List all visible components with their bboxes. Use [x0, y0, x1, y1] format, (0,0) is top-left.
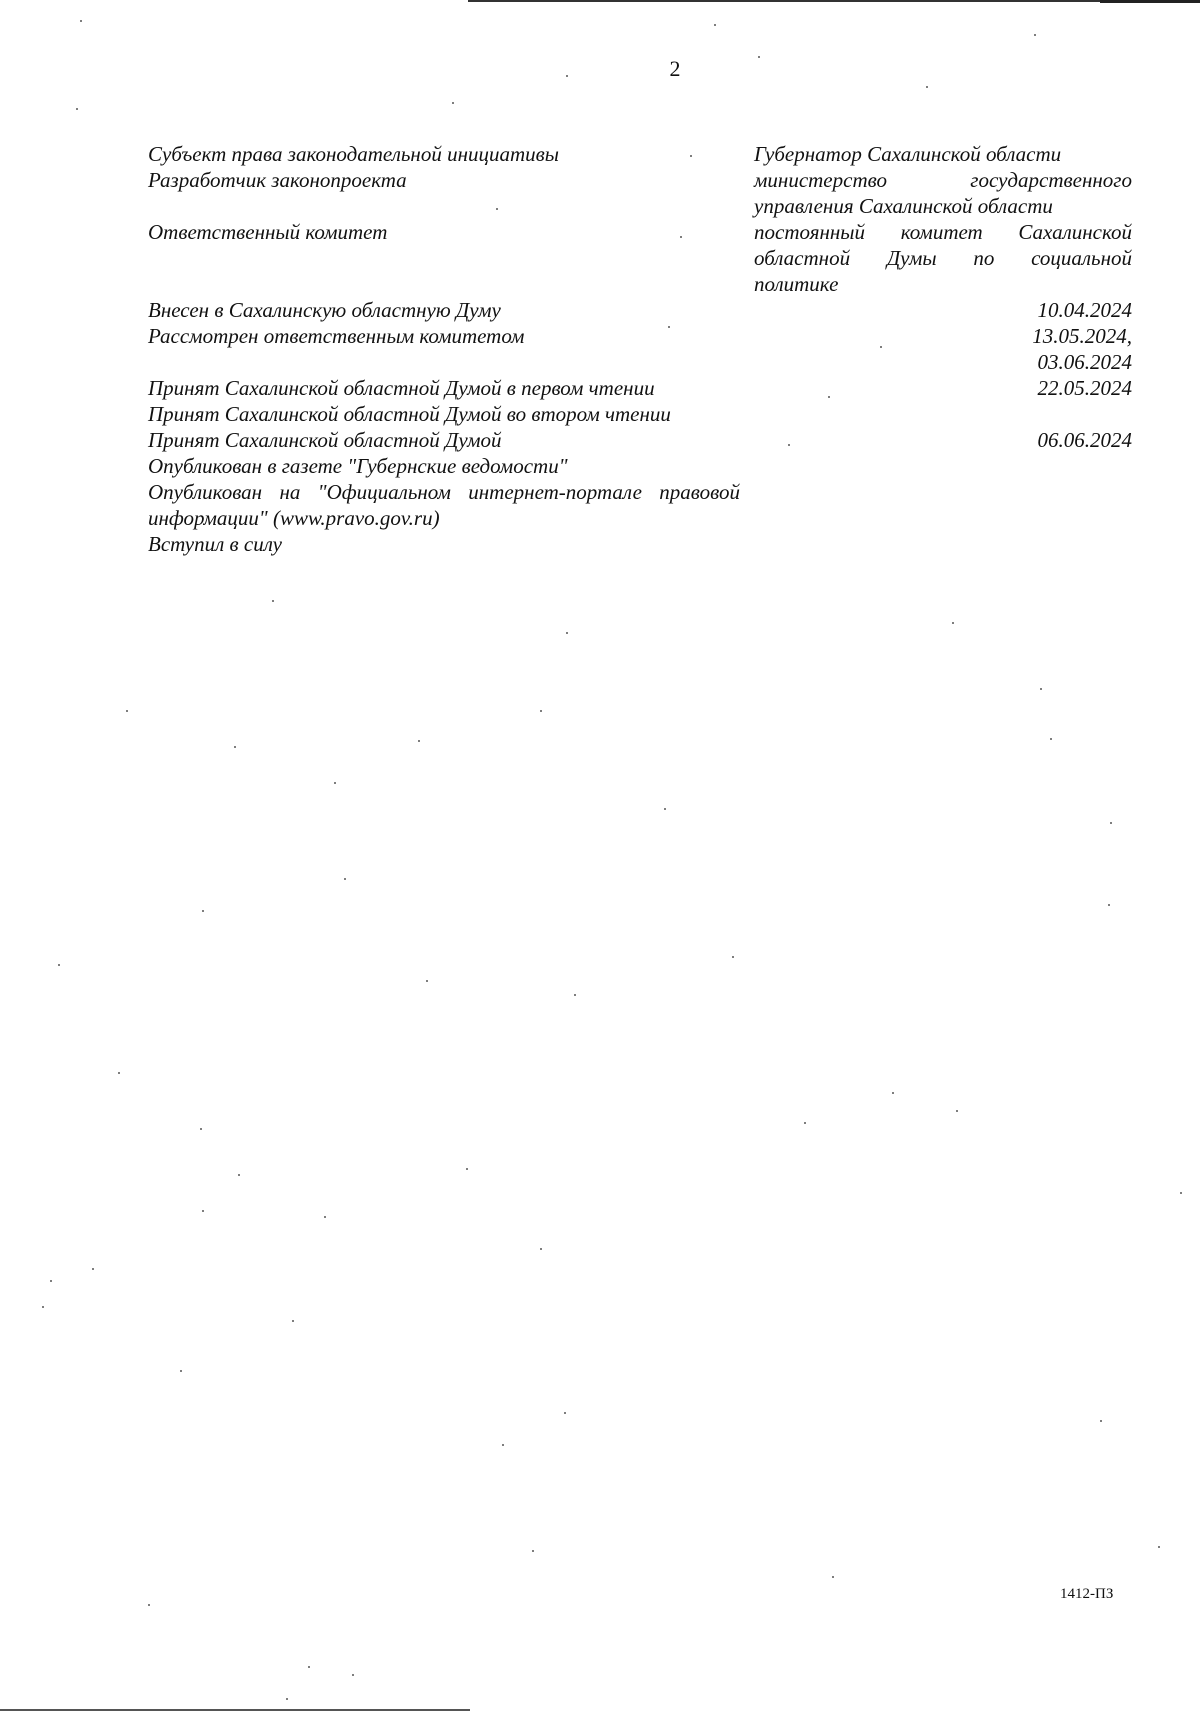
- scan-speck: [1158, 1546, 1160, 1548]
- milestone-label: Принят Сахалинской областной Думой во втором чтении: [148, 402, 671, 426]
- milestone-date: 22.05.2024: [1037, 376, 1132, 400]
- scan-speck: [466, 1168, 468, 1170]
- committee-label: Ответственный комитет: [148, 220, 388, 244]
- milestone-label: Принят Сахалинской областной Думой в первом чтении: [148, 376, 655, 400]
- scan-speck: [292, 1320, 294, 1322]
- scan-speck: [418, 740, 420, 742]
- scan-speck: [690, 155, 692, 157]
- committee-value-line-3: политике: [754, 272, 839, 296]
- scan-speck: [352, 1674, 354, 1676]
- scan-speck: [758, 56, 760, 58]
- scan-speck: [202, 910, 204, 912]
- milestone-date: 13.05.2024,: [1032, 324, 1132, 348]
- scan-speck: [426, 980, 428, 982]
- scan-speck: [42, 1306, 44, 1308]
- developer-value-line-1: министерство государственного: [754, 168, 1132, 192]
- scan-speck: [148, 1604, 150, 1606]
- scan-speck: [892, 1092, 894, 1094]
- scan-speck: [952, 622, 954, 624]
- scan-speck: [80, 20, 82, 22]
- scan-speck: [118, 1072, 120, 1074]
- milestone-date: 10.04.2024: [1037, 298, 1132, 322]
- initiative-subject-value-line: Губернатор Сахалинской области: [754, 142, 1062, 166]
- milestone-label: Вступил в силу: [148, 532, 282, 556]
- scan-edge-bottom: [0, 1709, 470, 1711]
- scan-speck: [532, 1550, 534, 1552]
- scan-speck: [1100, 1420, 1102, 1422]
- scan-speck: [286, 1698, 288, 1700]
- scan-speck: [50, 1280, 52, 1282]
- document-code: 1412-ПЗ: [1060, 1586, 1114, 1602]
- developer-value: [754, 167, 1132, 219]
- scan-speck: [832, 1576, 834, 1578]
- scan-speck: [1040, 688, 1042, 690]
- scan-speck: [1050, 738, 1052, 740]
- scan-speck: [202, 1210, 204, 1212]
- scan-speck: [344, 878, 346, 880]
- scan-speck: [804, 1122, 806, 1124]
- scan-speck: [540, 710, 542, 712]
- scan-speck: [308, 1666, 310, 1668]
- scan-speck: [1180, 1192, 1182, 1194]
- scan-speck: [680, 236, 682, 238]
- milestone-date-second: 03.06.2024: [1037, 350, 1132, 374]
- committee-value: [754, 219, 1132, 297]
- scan-speck: [1108, 904, 1110, 906]
- milestone-label: Внесен в Сахалинскую областную Думу: [148, 298, 501, 322]
- page-number: 2: [669, 56, 681, 81]
- scan-speck: [502, 1444, 504, 1446]
- scan-speck: [668, 326, 670, 328]
- milestone-date: 06.06.2024: [1037, 428, 1132, 452]
- scan-speck: [956, 1110, 958, 1112]
- scan-speck: [1034, 34, 1036, 36]
- scan-speck: [926, 86, 928, 88]
- scan-speck: [92, 1268, 94, 1270]
- scan-speck: [1110, 822, 1112, 824]
- scan-speck: [272, 600, 274, 602]
- committee-value-line-2: областной Думы по социальной: [754, 246, 1132, 270]
- scan-speck: [496, 208, 498, 210]
- scan-speck: [566, 75, 568, 77]
- scan-speck: [540, 1248, 542, 1250]
- committee-value-line-1: постоянный комитет Сахалинской: [754, 220, 1132, 244]
- scan-speck: [732, 956, 734, 958]
- scan-speck: [234, 746, 236, 748]
- milestone-label: Принят Сахалинской областной Думой: [148, 428, 502, 452]
- scan-speck: [324, 1216, 326, 1218]
- scan-speck: [76, 108, 78, 110]
- scan-speck: [126, 710, 128, 712]
- scan-speck: [574, 994, 576, 996]
- initiative-subject-value: [754, 141, 1132, 167]
- milestone-label: Рассмотрен ответственным комитетом: [148, 324, 525, 348]
- developer-label: Разработчик законопроекта: [148, 168, 407, 192]
- scan-speck: [714, 24, 716, 26]
- scan-edge-top-right: [1100, 0, 1200, 3]
- scan-speck: [180, 1370, 182, 1372]
- milestone-label: Опубликован в газете "Губернские ведомости": [148, 454, 568, 478]
- scan-speck: [58, 964, 60, 966]
- initiative-subject-label: Субъект права законодательной инициативы: [148, 142, 560, 166]
- scan-speck: [238, 1174, 240, 1176]
- scan-speck: [334, 782, 336, 784]
- developer-value-line-2: управления Сахалинской области: [754, 194, 1053, 218]
- scan-speck: [664, 808, 666, 810]
- scan-speck: [452, 102, 454, 104]
- scan-edge-top: [468, 0, 1200, 2]
- scan-speck: [564, 1412, 566, 1414]
- scan-speck: [788, 444, 790, 446]
- scan-speck: [880, 346, 882, 348]
- scan-speck: [200, 1128, 202, 1130]
- scan-speck: [566, 632, 568, 634]
- milestone-label: Опубликован на "Официальном интернет-портале правовой информации" (www.pravo.gov.ru): [148, 480, 740, 530]
- scan-speck: [828, 396, 830, 398]
